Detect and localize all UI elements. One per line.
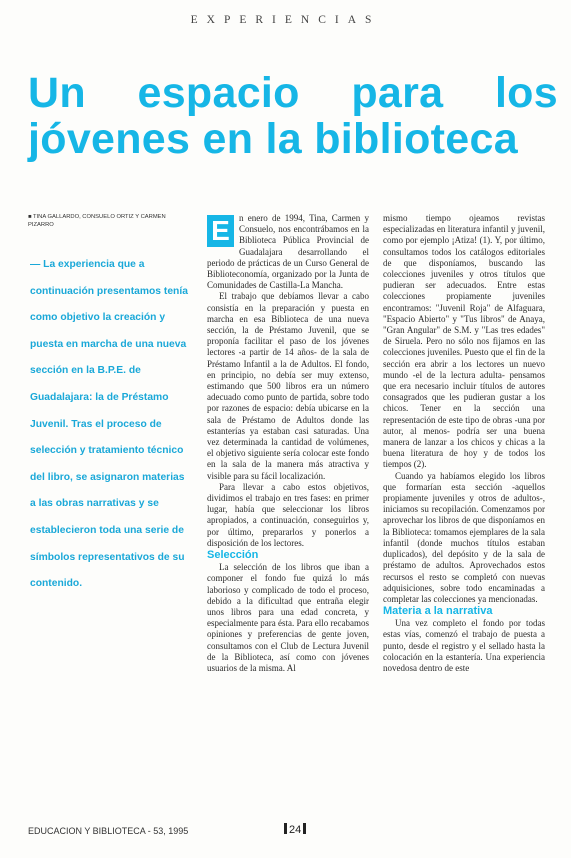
body-column-2 <box>207 213 369 674</box>
drop-cap: E <box>207 215 234 247</box>
paragraph: El trabajo que debíamos llevar a cabo consistía en la preparación y puesta en marcha en esa Biblioteca de una nueva sección, la de Préstamo Juvenil, que se proponía facilitar el paso de los jóvenes lectores -a partir de 14 años- de la sala de Préstamo Infantil a la de Adultos. El fondo, en principio, no debía ser muy extenso, estimando que 500 libros era un número adecuado como punto de partida, sobre todo por razones de espacio: debía ubicarse en la sala de Préstamo de Adultos donde las estanterías ya estaban casi saturadas. Una vez determinada la cantidad de volúmenes, el objetivo siguiente sería colocar este fondo en la sala de la manera más atractiva y visible para su fácil localización. <box>207 291 369 481</box>
lead-summary: — La experiencia que a continuación presentamos tenía como objetivo la creación y puesta en marcha de una nueva sección en la B.P.E. de Guadalajara: la de Préstamo Juvenil. Tras el proceso de selección y tratamiento técnico del libro, se asignaron materias a las obras narrativas y se establecieron toda una serie de símbolos representativos de su contenido. <box>30 259 188 590</box>
journal-footer: EDUCACION Y BIBLIOTECA - 53, 1995 <box>28 826 189 836</box>
section-heading: Materia a la narrativa <box>383 605 493 618</box>
body-column-3 <box>383 213 545 674</box>
title-word: para <box>351 69 444 117</box>
section-label: EXPERIENCIAS <box>190 14 381 26</box>
paragraph: mismo tiempo ojeamos revistas especializadas en literatura infantil y juvenil, como por ejemplo ¡Atiza! (1). Y, por último, consultamos todos los catálogos editoriales de que disponíamos, buscando las colecciones juveniles y otros títulos que pudieran ser adecuados. Entre estas colecciones propiamente juveniles encontramos: "Juvenil Roja" de Alfaguara, "Espacio Abierto" y "Tus libros" de Anaya, "Gran Angular" de S.M. y "Las tres edades" de Siruela. Pero no sólo nos fijamos en las colecciones juveniles. Puesto que el fin de la sección era abrir a los lectores un nuevo mundo -el de la lectura adulta- pensamos que era necesario incluir títulos de autores consagrados que les pudieran gustar a los chicos. Tener en la sección una representación de este tipo de obras -una por autor, al menos- podría ser una buena manera de lanzar a los chicos y chicas a la buena literatura de hoy y de todos los tiempos (2). <box>383 213 545 470</box>
title-word: Un <box>28 69 86 117</box>
section-heading: Selección <box>207 549 259 562</box>
author-byline: ■ TINA GALLARDO, CONSUELO ORTIZ Y CARMEN PIZARRO <box>28 214 166 228</box>
title-word: los <box>494 69 558 117</box>
paragraph: Cuando ya habíamos elegido los libros que formarían esta sección -aquellos propiamente juveniles y otros de adultos-, iniciamos su recopilación. Comenzamos por aprovechar los libros de que disponíamos en la Biblioteca: tomamos ejemplares de la sala infantil (donde muchos títulos estaban duplicados), del depósito y de la sala de préstamo de adultos. Aprovechados estos recursos el resto se completó con nuevas adquisiciones, sobre todo encaminadas a completar las colecciones ya mencionadas. <box>383 470 545 604</box>
page-number: 24 <box>282 823 308 836</box>
title-word: espacio <box>137 69 300 117</box>
paragraph: Para llevar a cabo estos objetivos, dividimos el trabajo en tres fases: en primer lugar, había que seleccionar los libros apropiados, a continuación, conseguirlos y, por último, prepararlos y ponerlos a disposición de los lectores. <box>207 481 369 548</box>
title-line-2: jóvenes en la biblioteca <box>28 115 518 163</box>
article-title <box>28 70 558 162</box>
paragraph: E n enero de 1994, Tina, Carmen y Consuelo, nos encontrábamos en la Biblioteca Pública Provincial de Guadalajara desarrollando el periodo de prácticas de un Curso General de Biblioteconomía, organizado por la Junta de Comunidades de Castilla-La Mancha. <box>207 213 369 291</box>
paragraph: La selección de los libros que iban a componer el fondo fue quizá lo más laborioso y complicado de todo el proceso, debido a la dificultad que entraña elegir unos libros para una edad concreta, y especialmente para ésta. Para ello recabamos opiniones y preferencias de gente joven, consultamos con el Club de Lectura Juvenil de la Biblioteca, así como con jóvenes usuarios de la misma. Al <box>207 562 369 673</box>
paragraph: Una vez completo el fondo por todas estas vías, comenzó el trabajo de puesta a punto, desde el registro y el sellado hasta la colocación en la estantería. Una experiencia novedosa dentro de este <box>383 618 545 673</box>
